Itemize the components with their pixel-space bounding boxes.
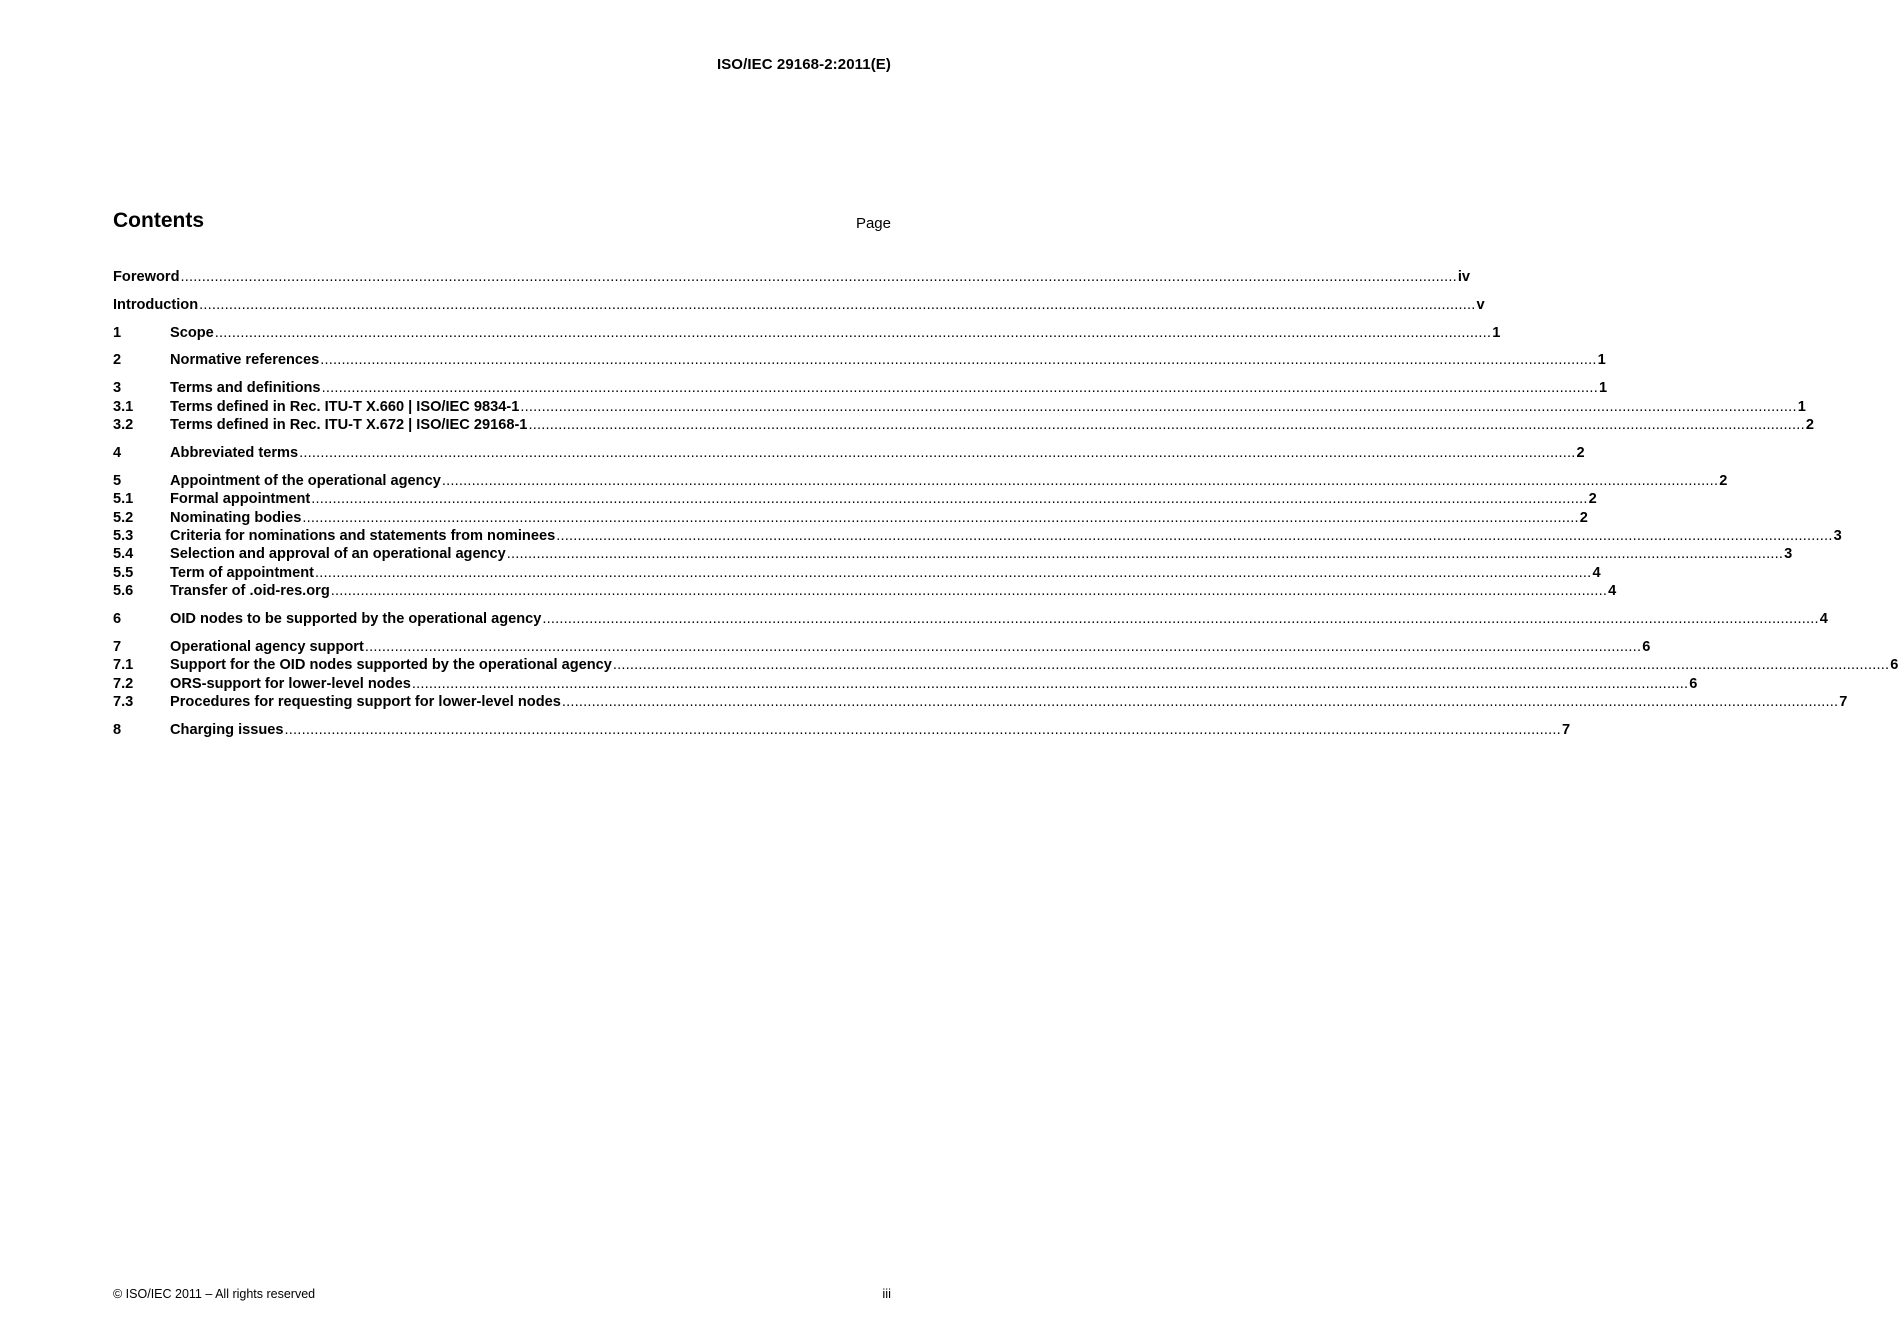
- toc-entry-5-5[interactable]: [113, 564, 1601, 583]
- toc-entry-number: 5: [113, 473, 122, 489]
- toc-entry-number: 1: [113, 325, 122, 341]
- toc-leader-dots: ............................................................................................................................................................................................................................................................................................................: [320, 352, 1597, 368]
- toc-entry-title: Foreword: [113, 269, 180, 285]
- toc-entry-number: 5.4: [113, 546, 134, 562]
- toc-leader-dots: ............................................................................................................................................................................................................................................................................................................: [441, 473, 1719, 489]
- document-header: ISO/IEC 29168-2:2011(E): [716, 56, 891, 73]
- toc-entry-page: 2: [1576, 445, 1585, 461]
- toc-entry-2[interactable]: [113, 351, 1606, 370]
- toc-leader-dots: ............................................................................................................................................................................................................................................................................................................: [542, 611, 1819, 627]
- toc-entry-title: Term of appointment: [170, 565, 315, 581]
- toc-entry-foreword[interactable]: [113, 268, 1471, 287]
- toc-entry-number: 7.2: [113, 676, 134, 692]
- page-column-label: Page: [855, 215, 891, 232]
- toc-entry-title: Support for the OID nodes supported by the operational agency: [170, 657, 612, 673]
- toc-entry-page: 4: [1592, 565, 1601, 581]
- toc-entry-page: 3: [1833, 528, 1842, 544]
- toc-entry-title: ORS-support for lower-level nodes: [170, 676, 411, 692]
- toc-entry-title: Charging issues: [170, 722, 284, 738]
- toc-entry-number: 6: [113, 611, 122, 627]
- toc-leader-dots: ............................................................................................................................................................................................................................................................................................................: [180, 269, 1457, 285]
- toc-entry-page: 7: [1561, 722, 1571, 738]
- toc-entry-number: 7.1: [113, 657, 134, 673]
- toc-entry-title: Normative references: [170, 352, 320, 368]
- toc-entry-number: 3.2: [113, 417, 134, 433]
- toc-entry-page: 1: [1797, 399, 1806, 415]
- toc-entry-title: Scope: [170, 325, 214, 341]
- toc-entry-title: Terms and definitions: [170, 380, 321, 396]
- footer-page-number: iii: [882, 1286, 891, 1301]
- toc-entry-number: 5.5: [113, 565, 134, 581]
- toc-entry-5-2[interactable]: [113, 509, 1588, 528]
- toc-entry-title: Criteria for nominations and statements from nominees: [170, 528, 556, 544]
- toc-entry-3-1[interactable]: [113, 398, 1806, 417]
- toc-entry-introduction[interactable]: [113, 296, 1485, 315]
- toc-entry-number: 5.1: [113, 491, 134, 507]
- toc-entry-page: 1: [1598, 380, 1608, 396]
- toc-entry-title: Formal appointment: [170, 491, 311, 507]
- toc-entry-page: 2: [1805, 417, 1814, 433]
- toc-entry-number: 5.6: [113, 583, 134, 599]
- toc-entry-title: Introduction: [113, 297, 199, 313]
- toc-entry-5-4[interactable]: [113, 545, 1793, 564]
- toc-entry-5-3[interactable]: [113, 527, 1842, 546]
- toc-entry-title: Transfer of .oid-res.org: [170, 583, 330, 599]
- toc-leader-dots: ............................................................................................................................................................................................................................................................................................................: [520, 399, 1797, 415]
- toc-entry-page: 4: [1819, 611, 1828, 627]
- toc-entry-page: 2: [1588, 491, 1597, 507]
- toc-leader-dots: ............................................................................................................................................................................................................................................................................................................: [330, 583, 1608, 599]
- toc-entry-6[interactable]: [113, 610, 1828, 629]
- toc-leader-dots: ............................................................................................................................................................................................................................................................................................................: [561, 694, 1839, 710]
- toc-entry-title: Terms defined in Rec. ITU-T X.672 | ISO/IEC 29168-1: [170, 417, 528, 433]
- toc-entry-number: 3: [113, 380, 122, 396]
- toc-entry-title: OID nodes to be supported by the operational agency: [170, 611, 542, 627]
- toc-leader-dots: ............................................................................................................................................................................................................................................................................................................: [411, 676, 1689, 692]
- toc-entry-4[interactable]: [113, 444, 1585, 463]
- toc-entry-page: 6: [1689, 676, 1698, 692]
- toc-leader-dots: ............................................................................................................................................................................................................................................................................................................: [556, 528, 1833, 544]
- toc-entry-title: Terms defined in Rec. ITU-T X.660 | ISO/IEC 9834-1: [170, 399, 520, 415]
- table-of-contents: [113, 0, 1898, 1344]
- toc-entry-7[interactable]: [113, 638, 1651, 657]
- toc-entry-page: 3: [1784, 546, 1793, 562]
- toc-entry-1[interactable]: [113, 324, 1501, 343]
- toc-leader-dots: ............................................................................................................................................................................................................................................................................................................: [321, 380, 1598, 396]
- toc-entry-page: 2: [1579, 510, 1588, 526]
- toc-leader-dots: ............................................................................................................................................................................................................................................................................................................: [299, 445, 1576, 461]
- toc-leader-dots: ............................................................................................................................................................................................................................................................................................................: [284, 722, 1561, 738]
- toc-entry-number: 3.1: [113, 399, 134, 415]
- toc-leader-dots: ............................................................................................................................................................................................................................................................................................................: [214, 325, 1492, 341]
- toc-leader-dots: ............................................................................................................................................................................................................................................................................................................: [364, 639, 1642, 655]
- toc-entry-page: 6: [1642, 639, 1651, 655]
- toc-entry-page: 1: [1492, 325, 1501, 341]
- toc-entry-title: Operational agency support: [170, 639, 364, 655]
- toc-entry-7-1[interactable]: [113, 656, 1898, 675]
- toc-entry-number: 7.3: [113, 694, 134, 710]
- toc-leader-dots: ............................................................................................................................................................................................................................................................................................................: [199, 297, 1476, 313]
- toc-leader-dots: ............................................................................................................................................................................................................................................................................................................: [311, 491, 1588, 507]
- toc-entry-page: 1: [1597, 352, 1606, 368]
- toc-entry-page: 4: [1608, 583, 1617, 599]
- toc-entry-7-3[interactable]: [113, 693, 1848, 712]
- toc-leader-dots: ............................................................................................................................................................................................................................................................................................................: [315, 565, 1592, 581]
- toc-entry-3[interactable]: [113, 379, 1608, 398]
- toc-entry-title: Nominating bodies: [170, 510, 302, 526]
- toc-entry-number: 8: [113, 722, 122, 738]
- toc-leader-dots: ............................................................................................................................................................................................................................................................................................................: [528, 417, 1805, 433]
- toc-entry-number: 4: [113, 445, 122, 461]
- toc-entry-title: Selection and approval of an operational agency: [170, 546, 506, 562]
- toc-leader-dots: ............................................................................................................................................................................................................................................................................................................: [302, 510, 1579, 526]
- toc-entry-5[interactable]: [113, 472, 1728, 491]
- toc-entry-number: 2: [113, 352, 122, 368]
- toc-entry-number: 5.3: [113, 528, 134, 544]
- toc-entry-title: Abbreviated terms: [170, 445, 299, 461]
- toc-leader-dots: ............................................................................................................................................................................................................................................................................................................: [612, 657, 1890, 673]
- toc-entry-page: iv: [1457, 269, 1471, 285]
- toc-entry-5-6[interactable]: [113, 582, 1617, 601]
- toc-entry-title: Appointment of the operational agency: [170, 473, 441, 489]
- toc-leader-dots: ............................................................................................................................................................................................................................................................................................................: [506, 546, 1784, 562]
- toc-entry-8[interactable]: [113, 721, 1571, 740]
- toc-entry-page: v: [1476, 297, 1485, 313]
- footer-copyright: © ISO/IEC 2011 – All rights reserved: [113, 1287, 316, 1301]
- contents-title: Contents: [113, 209, 204, 232]
- toc-entry-page: 2: [1719, 473, 1728, 489]
- toc-entry-title: Procedures for requesting support for lower-level nodes: [170, 694, 561, 710]
- toc-entry-number: 5.2: [113, 510, 134, 526]
- toc-entry-3-2[interactable]: [113, 416, 1814, 435]
- toc-entry-number: 7: [113, 639, 122, 655]
- toc-entry-page: 7: [1839, 694, 1848, 710]
- toc-entry-5-1[interactable]: [113, 490, 1597, 509]
- toc-entry-page: 6: [1890, 657, 1898, 673]
- toc-entry-7-2[interactable]: [113, 675, 1698, 694]
